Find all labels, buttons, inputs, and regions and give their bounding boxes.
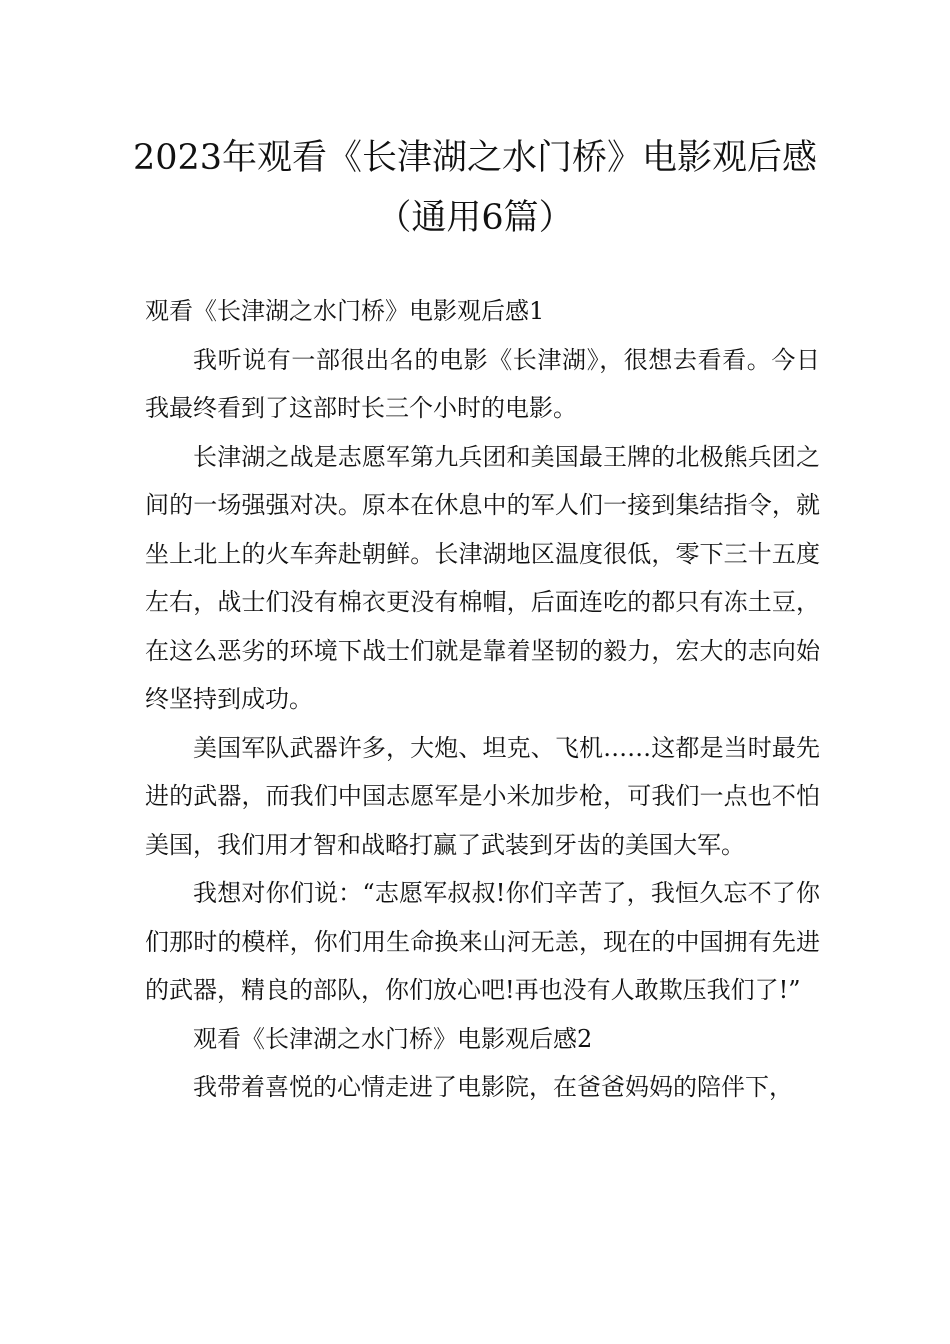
paragraph: 我想对你们说：“志愿军叔叔!你们辛苦了，我恒久忘不了你们那时的模样，你们用生命换来山河无恙，现在的中国拥有先进的武器，精良的部队，你们放心吧!再也没有人敢欺压我们了!” — [145, 879, 820, 1004]
document-body — [145, 287, 820, 1112]
paragraph: 我带着喜悦的心情走进了电影院，在爸爸妈妈的陪伴下， — [193, 1073, 793, 1101]
paragraph: 美国军队武器许多，大炮、坦克、飞机……这都是当时最先进的武器，而我们中国志愿军是小米加步枪，可我们一点也不怕美国，我们用才智和战略打赢了武装到牙齿的美国大军。 — [145, 733, 820, 859]
paragraph: 我听说有一部很出名的电影《长津湖》，很想去看看。今日我最终看到了这部时长三个小时的电影。 — [145, 345, 820, 422]
section1-heading: 观看《长津湖之水门桥》电影观后感1 — [145, 297, 545, 325]
section2-heading: 观看《长津湖之水门桥》电影观后感2 — [193, 1024, 593, 1053]
document-title-line2: （通用6篇） — [376, 198, 574, 238]
paragraph: 长津湖之战是志愿军第九兵团和美国最王牌的北极熊兵团之间的一场强强对决。原本在休息中的军人们一接到集结指令，就坐上北上的火车奔赴朝鲜。长津湖地区温度很低，零下三十五度左右，战士们没有棉衣更没有棉帽，后面连吃的都只有冻土豆，在这么恶劣的环境下战士们就是靠着坚韧的毅力，宏大的志向始终坚持到成功。 — [145, 442, 820, 713]
document-title-line1: 2023年观看《长津湖之水门桥》电影观后感 — [132, 138, 818, 178]
